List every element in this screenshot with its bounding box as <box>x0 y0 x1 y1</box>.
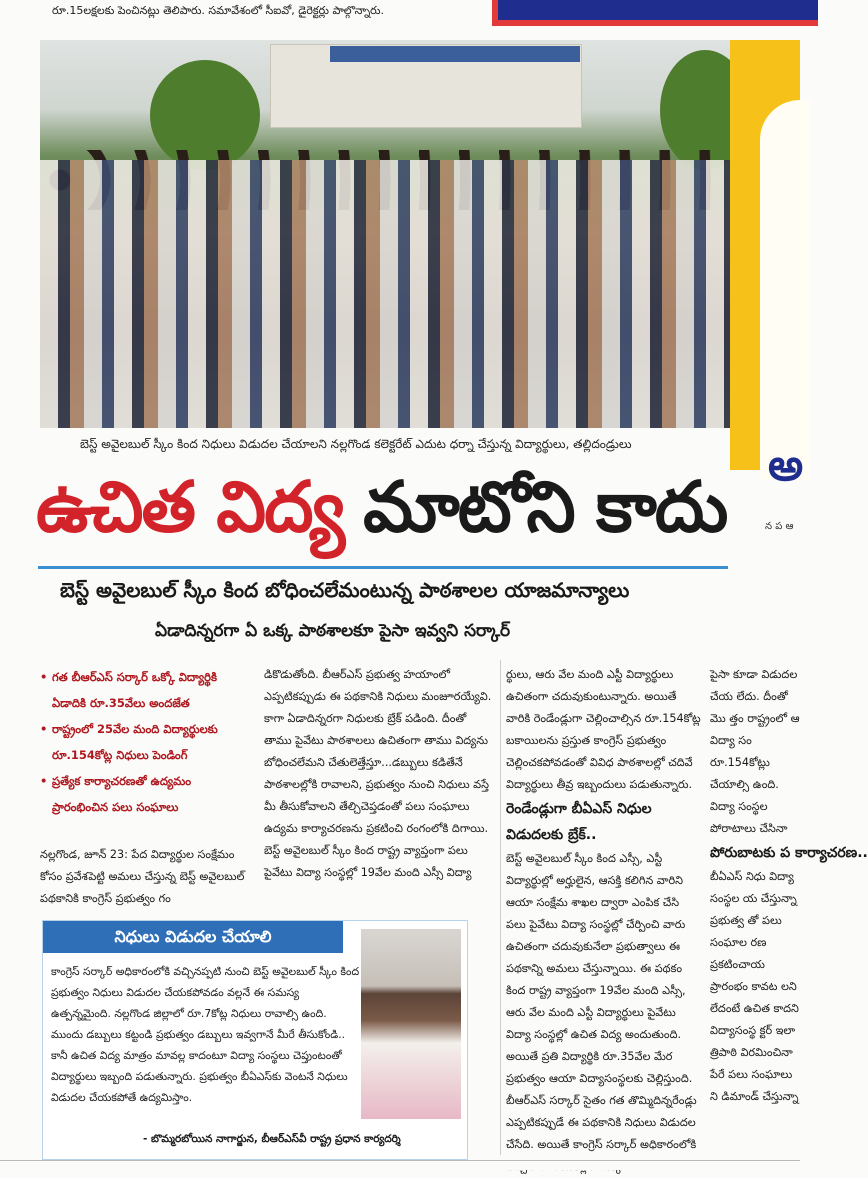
highlights-list <box>40 664 250 820</box>
page-bottom-rule <box>0 1160 800 1170</box>
photo-caption: బెస్ట్ అవైలబుల్ స్కీం కింద నిధులు విడుదల చేయాలని నల్లగొండ కలెక్టరేట్ ఎదుట ధర్నా చేస్తున్న విద్యార్థులు, తల్లిదండ్రులు <box>80 437 632 451</box>
top-strip-text: రూ.15లక్షలకు పెంచినట్లు తెలిపారు. సమావేశంలో సీఐవో, డైరెక్టర్లు పాల్గొన్నారు. <box>52 4 384 17</box>
building-sign <box>330 46 580 62</box>
sub-headline-2: ఏడాదిన్నరగా ఏ ఒక్క పాఠశాలకూ పైసా ఇవ్వని సర్కార్ <box>155 621 511 641</box>
highlight-item: • రాష్ట్రంలో 25వేల మంది విద్యార్థులకు రూ.154కోట్ల నిధులు పెండింగ్ <box>40 716 250 768</box>
protest-crowd <box>40 160 730 428</box>
article-column-2: డికొడుతోంది. బీఆర్ఎస్ ప్రభుత్వ హయాంలో ఎప్పటికప్పుడు ఈ పథకానికి నిధులు మంజూరయ్యేవి. కాగా ఏడాదిన్నరగా నిధులకు బ్రేక్ పడింది. దీంతో తాము పైవేటు పాఠశాలలు ఉచితంగా తాము విద్యను బోధించలేమని చేతులెత్తేస్తూ...డబ్బులు కడితేనే పాఠశాలల్లోకి రావాలని, ప్రభుత్వం నుంచి నిధులు వస్తే మీ తీసుకోవాలని తేల్చిచెప్తడంతో పలు సంఘాలు ఉద్యమ కార్యాచరణను ప్రకటించి రంగంలోకి దిగాయి. బెస్ట్ అవైలబుల్ స్కీం కింద రాష్ట్ర వ్యాప్తంగా పలు పైవేటు విద్యా సంస్థల్లో 19వేల మంది ఎస్సీ విద్యా <box>264 668 492 879</box>
column-divider <box>500 660 501 1155</box>
sub-headline-1: బెస్ట్ అవైలబుల్ స్కీం కింద బోధించలేమంటున్న పాఠశాలల యాజమాన్యాలు <box>60 578 630 602</box>
ad-corner-box <box>492 0 818 26</box>
dateline-paragraph: నల్లగొండ, జూన్ 23: పేద విద్యార్థుల సంక్షేమం కోసం ప్రవేశపెట్టి అమలు చేస్తున్న బెస్ట్ అవైలబుల్ పథకానికి కాంగ్రెస్ ప్రభుత్వం గం <box>40 848 245 905</box>
article-column-4 <box>710 664 868 1108</box>
headline <box>36 465 726 565</box>
quote-box-body: కాంగ్రెస్ సర్కార్ అధికారంలోకి వచ్చినప్పటి నుంచి బెస్ట్ అవైలబుల్ స్కీం కింద ప్రభుత్వం నిధులు విడుదల చేయకపోవడం వల్లనే ఈ సమస్య ఉత్పన్నమైంది. నల్లగొండ జిల్లాలో రూ.7కోట్ల నిధులు రావాల్సి ఉంది. ముందు డబ్బులు కట్టండి ప్రభుత్వం డబ్బులు ఇవ్వగానే మీరే తీసుకోండి.. కానీ ఉచిత విద్య మాత్రం మావల్ల కాదంటూ విద్యా సంస్థలు చెప్తుంటంతో విద్యార్థులు ఇబ్బంది పడుతున్నారు. ప్రభుత్వం బీఏఎస్‌కు వెంటనే నిధులు విడుదల చేయకపోతే ఉద్యమిస్తాం. <box>51 965 360 1104</box>
side-ad-panel <box>760 100 810 480</box>
headline-rule <box>38 566 728 569</box>
column-4-text-bottom: బీఏఎస్ నిధు విద్యా సంస్థల య చేస్తున్నా ప్రభుత్వ తో పలు సంఘాల రణ ప్రకటించాయ ప్రారంభం కావట లని లేదంటే ఉచిత కాదని విద్యాసంస్థ క్టర్ ఇలా త్రిపాఠి విరమించినా పేరే పలు సంఘాలు ని డిమాండ్ చేస్తున్నా <box>710 870 799 1103</box>
side-ad-letter: అ <box>768 440 804 491</box>
right-edge-snippet: న ప ఆ <box>765 521 794 532</box>
quote-box-title: నిధులు విడుదల చేయాలి <box>43 921 343 953</box>
highlight-item: • గత బీఆర్ఎస్ సర్కార్ ఒక్కో విద్యార్థికి ఏడాదికి రూ.35వేలు అందజేత <box>40 664 250 716</box>
article-column-3 <box>506 664 701 1178</box>
section-heading-struggle: పోరుబాటకు ప కార్యాచరణ.. <box>710 845 868 861</box>
column-4-text-top: పైసా కూడా విడుదల చేయ లేదు. దీంతో మొ త్తం రాష్ట్రంలో ఆ విద్యా సం రూ.154కోట్లు చేయాల్సి ఉంది. విద్యా సంస్థల పోరాటాలు చేసినా <box>710 668 800 835</box>
speaker-photo <box>361 929 461 1119</box>
quote-box <box>42 920 468 1160</box>
headline-part1: ఉచిత విద్య <box>36 465 344 548</box>
headline-part2: మాటోని కాదు <box>363 465 727 548</box>
top-strip <box>0 0 800 26</box>
quote-signature: - బొమ్మరబోయిన నాగార్జున, బీఆర్ఎస్‌వీ రాష్ట్ర ప్రధాన కార్యదర్శి <box>143 1133 401 1145</box>
news-photo <box>40 40 730 428</box>
section-heading-brake: రెండేండ్లుగా బీఏఎస్ నిధుల విడుదలకు బ్రేక్.. <box>506 801 652 843</box>
side-ad-band <box>730 40 804 491</box>
column-3-text-top: ర్థులు, ఆరు వేల మంది ఎస్టీ విద్యార్థులు ఉచితంగా చదువుకుంటున్నారు. అయితే వారికి రెండేండ్లుగా చెల్లించాల్సిన రూ.154కోట్ల బకాయిలను ప్రస్తుత కాంగ్రెస్ ప్రభుత్వం చెల్లించకపోవడంతో వివిధ పాఠశాలల్లో చదివే విద్యార్థులు తీవ్ర ఇబ్బందులు పడుతున్నారు. <box>506 668 701 791</box>
column-3-text-bottom: బెస్ట్ అవైలబుల్ స్కీం కింద ఎస్సీ, ఎస్టీ విద్యార్థుల్లో అర్హులైన, ఆసక్తి కలిగిన వారిని ఆయా సంక్షేమ శాఖల ద్వారా ఎంపిక చేసి పలు పైవేటు విద్యా సంస్థల్లో చేర్పించి వారు ఉచితంగా చదువుకునేలా ప్రభుత్వాలు ఈ పథకాన్ని అమలు చేస్తున్నాయి. ఈ పథకం కింద రాష్ట్ర వ్యాప్తంగా 19వేల మంది ఎస్సీ, ఆరు వేల మంది ఎస్టీ విద్యార్థులు పైవేటు విద్యా సంస్థల్లో ఉచిత విద్య అందుతుంది. అయితే ప్రతి విద్యార్థికి రూ.35వేల మేర ప్రభుత్వం ఆయా విద్యాసంస్థలకు చెల్లిస్తుంది. బీఆర్ఎస్ సర్కార్ సైతం గత తొమ్మిదిన్నరేండ్లు ఎప్పటికప్పుడే ఈ పథకానికి నిధులు విడుదల చేసేది. అయితే కాంగ్రెస్ సర్కార్ అధికారంలోకి <box>506 852 697 1151</box>
highlight-item: • ప్రత్యేక కార్యాచరణతో ఉద్యమం ప్రారంభించిన పలు సంఘాలు <box>40 768 250 820</box>
